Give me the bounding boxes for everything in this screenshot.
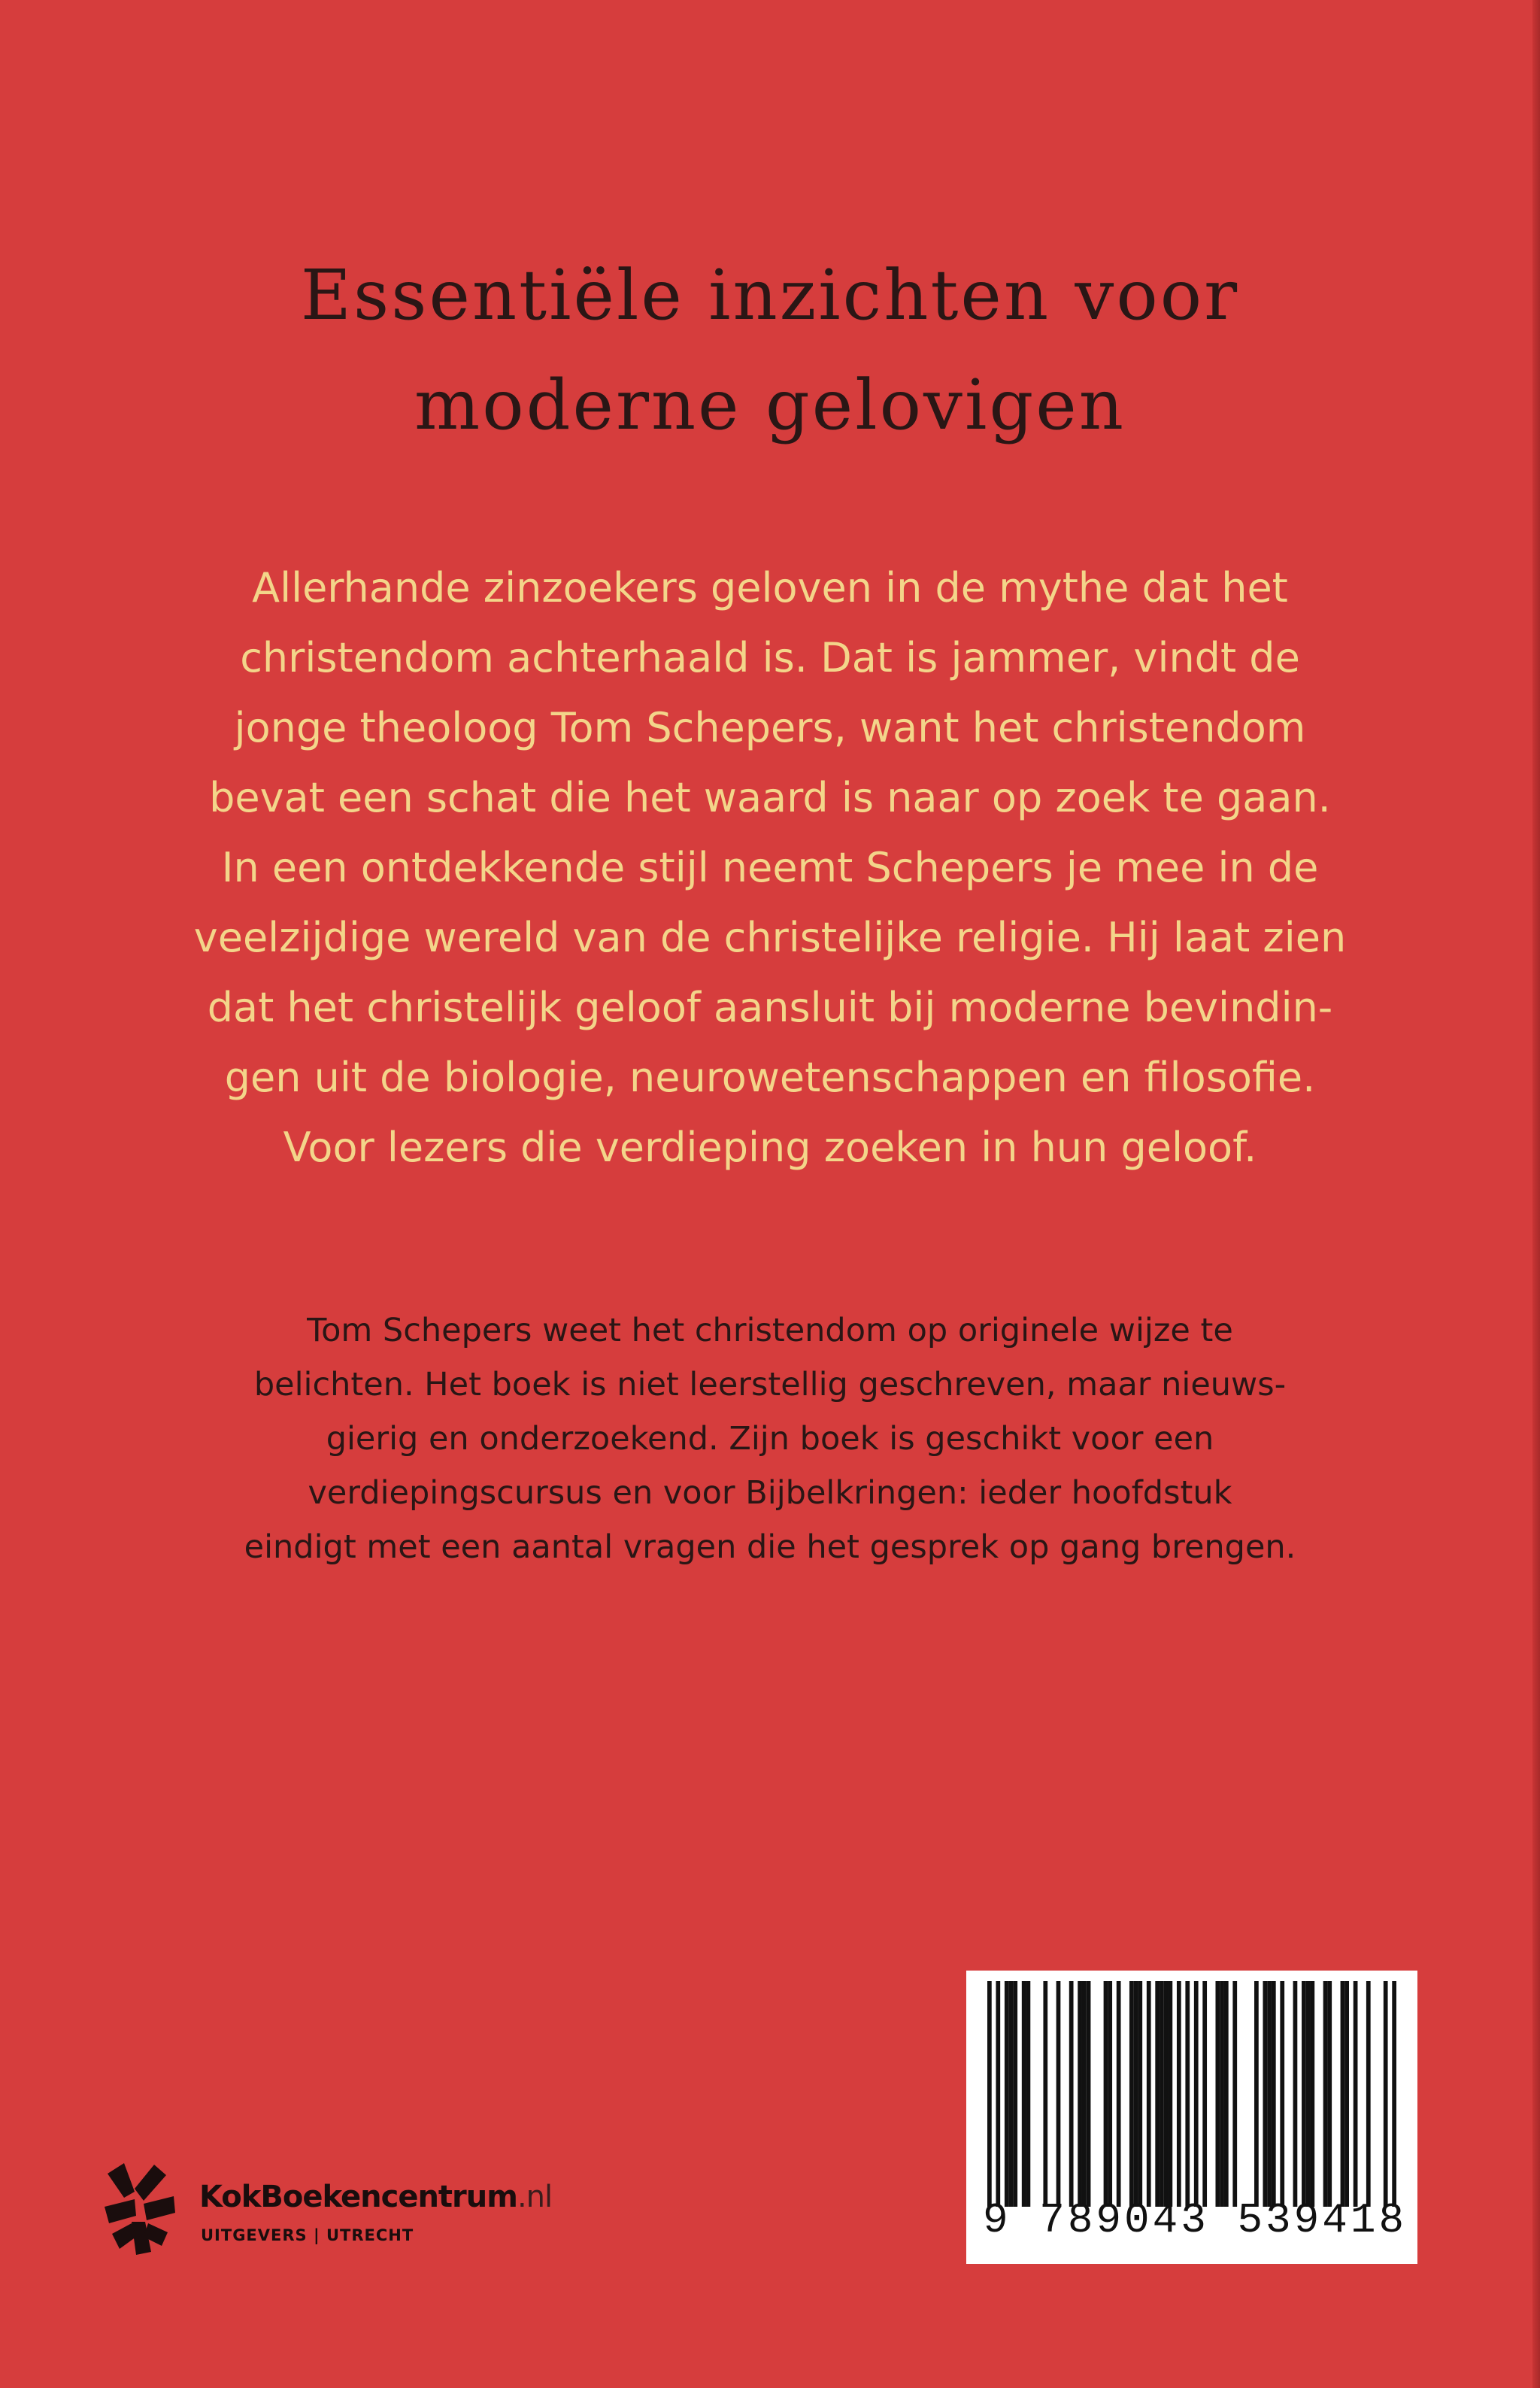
cover-edge	[1532, 0, 1540, 2388]
barcode-bar	[1104, 1981, 1108, 2207]
barcode-panel	[966, 1971, 1417, 2264]
publisher-logo	[102, 2159, 628, 2256]
barcode-bar	[1224, 1981, 1229, 2207]
title-line: Essentiële inzichten voor	[300, 255, 1240, 335]
barcode-bar	[1005, 1981, 1009, 2207]
barcode-bar	[1392, 1981, 1396, 2207]
barcode-bar	[1310, 1981, 1314, 2207]
blurb-line: gen uit de biologie, neurowetenschappen en filosofie.	[224, 1054, 1316, 1101]
barcode-bar	[1354, 1981, 1358, 2207]
barcode-bar	[1293, 1981, 1298, 2207]
publisher-subtitle: UITGEVERS | UTRECHT	[201, 2226, 414, 2244]
barcode-bar	[1327, 1981, 1332, 2207]
barcode-bar	[1220, 1981, 1224, 2207]
barcode-bar	[1177, 1981, 1181, 2207]
barcode-bar	[1022, 1981, 1026, 2207]
blurb-line: veelzijdige wereld van de christelijke religie. Hij laat zien	[193, 914, 1347, 961]
barcode-bar	[1302, 1981, 1306, 2207]
barcode-bar	[1155, 1981, 1160, 2207]
barcode-bar	[1056, 1981, 1061, 2207]
barcode-bar	[1323, 1981, 1328, 2207]
review-line: Tom Schepers weet het christendom op originele wijze te	[307, 1312, 1233, 1349]
barcode-bar	[1344, 1981, 1349, 2207]
barcode-bar	[1280, 1981, 1284, 2207]
kokboekencentrum-logo-icon	[102, 2159, 177, 2256]
barcode-bar	[1138, 1981, 1142, 2207]
cover-blurb	[150, 553, 1390, 1182]
cover-review	[150, 1303, 1390, 1574]
barcode-bar	[1164, 1981, 1169, 2207]
barcode-bar	[1013, 1981, 1017, 2207]
barcode-bar	[1272, 1981, 1276, 2207]
barcode-bar	[996, 1981, 1000, 2207]
review-line: verdiepingscursus en voor Bijbelkringen: ieder hoofdstuk	[308, 1474, 1232, 1512]
barcode-bar	[1185, 1981, 1190, 2207]
blurb-line: jonge theoloog Tom Schepers, want het christendom	[234, 704, 1306, 751]
barcode-bar	[1306, 1981, 1311, 2207]
blurb-line: bevat een schat die het waard is naar op zoek te gaan.	[209, 774, 1331, 821]
barcode-bar	[1147, 1981, 1151, 2207]
barcode-bar	[1082, 1981, 1087, 2207]
barcode-bar	[1026, 1981, 1031, 2207]
blurb-line: dat het christelijk geloof aansluit bij moderne bevindin-	[207, 984, 1333, 1031]
barcode-bar	[987, 1981, 992, 2207]
barcode-bar	[1202, 1981, 1207, 2207]
blurb-line: Allerhande zinzoekers geloven in de mythe dat het	[252, 564, 1288, 611]
review-line: belichten. Het boek is niet leerstellig geschreven, maar nieuws-	[253, 1366, 1287, 1403]
blurb-line: christendom achterhaald is. Dat is jammer, vindt de	[240, 634, 1300, 681]
blurb-line: In een ontdekkende stijl neemt Schepers je mee in de	[221, 844, 1319, 891]
barcode-bar	[1194, 1981, 1199, 2207]
barcode-bar	[1009, 1981, 1014, 2207]
barcode-bar	[1215, 1981, 1220, 2207]
barcode-bar	[1232, 1981, 1237, 2207]
cover-title	[150, 241, 1390, 460]
barcode-bar	[1267, 1981, 1272, 2207]
barcode-bar	[1129, 1981, 1134, 2207]
title-line: moderne gelovigen	[414, 365, 1126, 445]
barcode-bar	[1117, 1981, 1121, 2207]
barcode-bar	[1078, 1981, 1082, 2207]
barcode-bar	[1254, 1981, 1259, 2207]
barcode-bar	[1341, 1981, 1345, 2207]
barcode-bar	[1069, 1981, 1074, 2207]
barcode-bar	[1108, 1981, 1112, 2207]
blurb-line: Voor lezers die verdieping zoeken in hun geloof.	[283, 1124, 1257, 1171]
barcode-bar	[1169, 1981, 1173, 2207]
barcode-bar	[1087, 1981, 1091, 2207]
review-line: gierig en onderzoekend. Zijn boek is geschikt voor een	[326, 1420, 1214, 1458]
barcode-bar	[1366, 1981, 1371, 2207]
barcode-bar	[1043, 1981, 1047, 2207]
barcode-bar	[1263, 1981, 1267, 2207]
review-line: eindigt met een aantal vragen die het gesprek op gang brengen.	[244, 1528, 1296, 1566]
isbn-number: 9 789043 539418	[983, 2196, 1408, 2244]
barcode-bar	[1134, 1981, 1138, 2207]
barcode-bar	[1384, 1981, 1388, 2207]
publisher-name: KokBoekencentrum.nl	[199, 2180, 553, 2214]
ean13-barcode	[987, 1981, 1396, 2207]
barcode-bar	[1160, 1981, 1164, 2207]
